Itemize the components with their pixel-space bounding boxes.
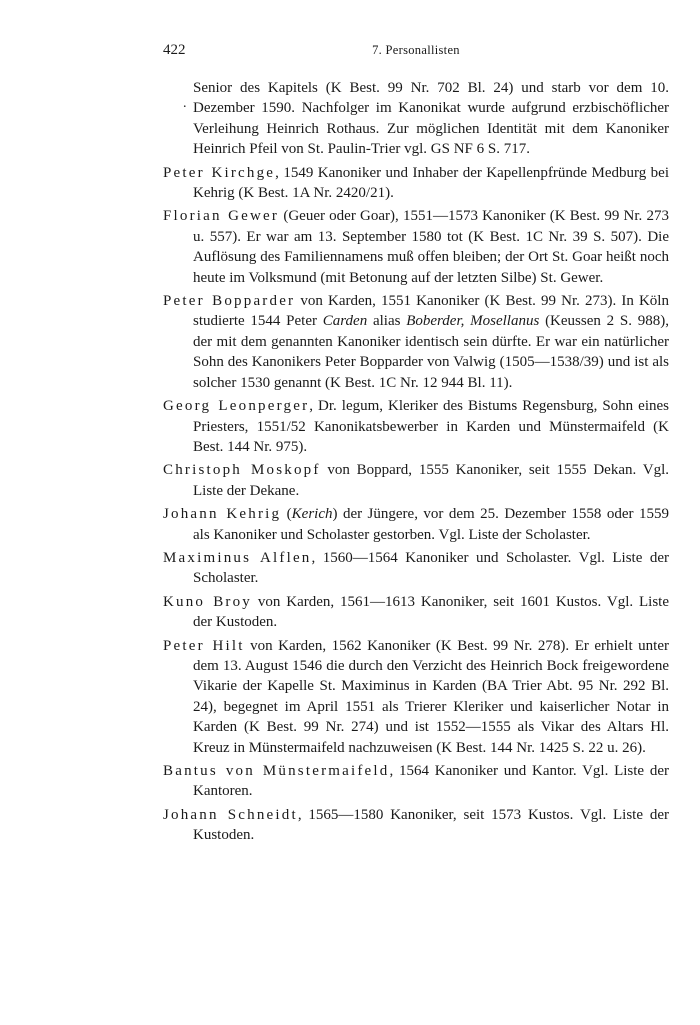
entry-text: , 1565—1580 Kanoniker, seit 1573 Kustos. Vgl. Liste der Kustoden. (193, 806, 669, 844)
entry-italic-text: Kerich (291, 506, 333, 523)
entry-florian-gewer (163, 206, 669, 288)
entry-italic-text: Boberder, Mosellanus (406, 313, 540, 330)
entry-name: Christoph Moskopf (163, 462, 321, 479)
entry-kuno-broy (163, 592, 669, 633)
entry-name: Peter Hilt (163, 637, 245, 654)
entry-text: von Karden, 1551 Kanoniker (K Best. 99 Nr. 273). In Köln studierte 1544 Peter (193, 293, 669, 330)
running-head: 7. Personallisten (372, 43, 460, 57)
page-header (163, 42, 669, 62)
entry-text: (Geuer oder Goar), 1551—1573 Kanoniker (K Best. 99 Nr. 273 u. 557). Er war am 13. September 1580 tot (K Best. 1C Nr. 39 S. 507). Die Auflösung des Familiennamens muß offen bleiben; der Ort St. Goar heißt noch heute im Volksmund (mit Betonung auf der letzten Silbe) St. Gewer. (193, 208, 670, 286)
entry-maximinus-alflen (163, 548, 669, 589)
text-body (163, 78, 669, 849)
entry-name: Florian Gewer (163, 208, 280, 225)
entry-text: von Karden, 1562 Kanoniker (K Best. 99 Nr. 278). Er erhielt unter dem 13. August 1546 die durch den Verzicht des Heinrich Bock freigewordene Vikarie der Kapelle St. Maximinus in Karden (BA Trier Abt. 95 Nr. 292 Bl. 24), begegnet im April 1551 als Trierer Kleriker und kaiserlicher Notar in Karden (K Best. 99 Nr. 274) und ist 1552—1555 als Vikar des Altars Hl. Kreuz in Münstermaifeld nachzuweisen (K Best. 144 Nr. 1425 S. 22 u. 26). (193, 637, 669, 756)
entry-text: von Boppard, 1555 Kanoniker, seit 1555 Dekan. Vgl. Liste der Dekane. (193, 462, 669, 499)
entry-johann-kehrig (163, 504, 669, 545)
stray-mark: . (183, 96, 187, 111)
entry-name: Johann Kehrig (163, 506, 282, 523)
entry-text: (Keussen 2 S. 988), der mit dem genannten Kanoniker identisch sein dürfte. Er war ein natürlicher Sohn des Kanonikers Peter Bopparder von Valwig (1505—1538/39) und ist als solcher 1530 genannt (K Best. 1C Nr. 12 944 Bl. 11). (193, 313, 669, 391)
entry-text: , 1549 Kanoniker und Inhaber der Kapellenpfründe Medburg bei Kehrig (K Best. 1A Nr. 2420/21). (193, 164, 669, 202)
entry-text: von Karden, 1561—1613 Kanoniker, seit 1601 Kustos. Vgl. Liste der Kustoden. (193, 593, 669, 631)
entry-text: alias (367, 313, 407, 330)
entry-name: Kuno Broy (163, 593, 253, 610)
continuation-text: Senior des Kapitels (K Best. 99 Nr. 702 Bl. 24) und starb vor dem 10. Dezember 1590. Nachfolger im Kanonikat wurde aufgrund erzbischöflicher Verleihung Heinrich Rothaus. Zur möglichen Identität mit dem Kanoniker Heinrich Pfeil von St. Paulin-Trier vgl. GS NF 6 S. 717. (193, 80, 669, 158)
entry-georg-leonperger (163, 396, 669, 457)
entry-text: , Dr. legum, Kleriker des Bistums Regensburg, Sohn eines Priesters, 1551/52 Kanonikatsbewerber in Karden und Münstermaifeld (K Best. 144 Nr. 975). (193, 398, 669, 455)
entry-peter-bopparder (163, 291, 669, 393)
entry-text: , 1564 Kanoniker und Kantor. Vgl. Liste der Kantoren. (193, 763, 669, 800)
entry-peter-hilt (163, 636, 669, 758)
entry-name: Peter Kirchge (163, 164, 276, 181)
entry-peter-kirchge (163, 163, 669, 204)
entry-italic-text: Carden (322, 313, 368, 330)
entry-text: ) der Jüngere, vor dem 25. Dezember 1558 oder 1559 als Kanoniker und Scholaster gestorben. Vgl. Liste der Scholaster. (193, 506, 669, 543)
entry-text: , 1560—1564 Kanoniker und Scholaster. Vgl. Liste der Scholaster. (193, 549, 669, 587)
entry-christoph-moskopf (163, 460, 669, 501)
entry-text: ( (281, 506, 292, 523)
entry-name: Peter Bopparder (163, 293, 296, 310)
entry-bantus-von-muenstermaifeld (163, 761, 669, 802)
entry-name: Georg Leonperger (163, 398, 310, 415)
page-number: 422 (163, 42, 186, 58)
entry-name: Johann Schneidt (163, 806, 298, 823)
entry-name: Bantus von Münstermaifeld (163, 763, 390, 779)
entry-name: Maximinus Alflen (163, 549, 312, 566)
continuation-paragraph (163, 78, 669, 160)
entry-johann-schneidt (163, 805, 669, 846)
